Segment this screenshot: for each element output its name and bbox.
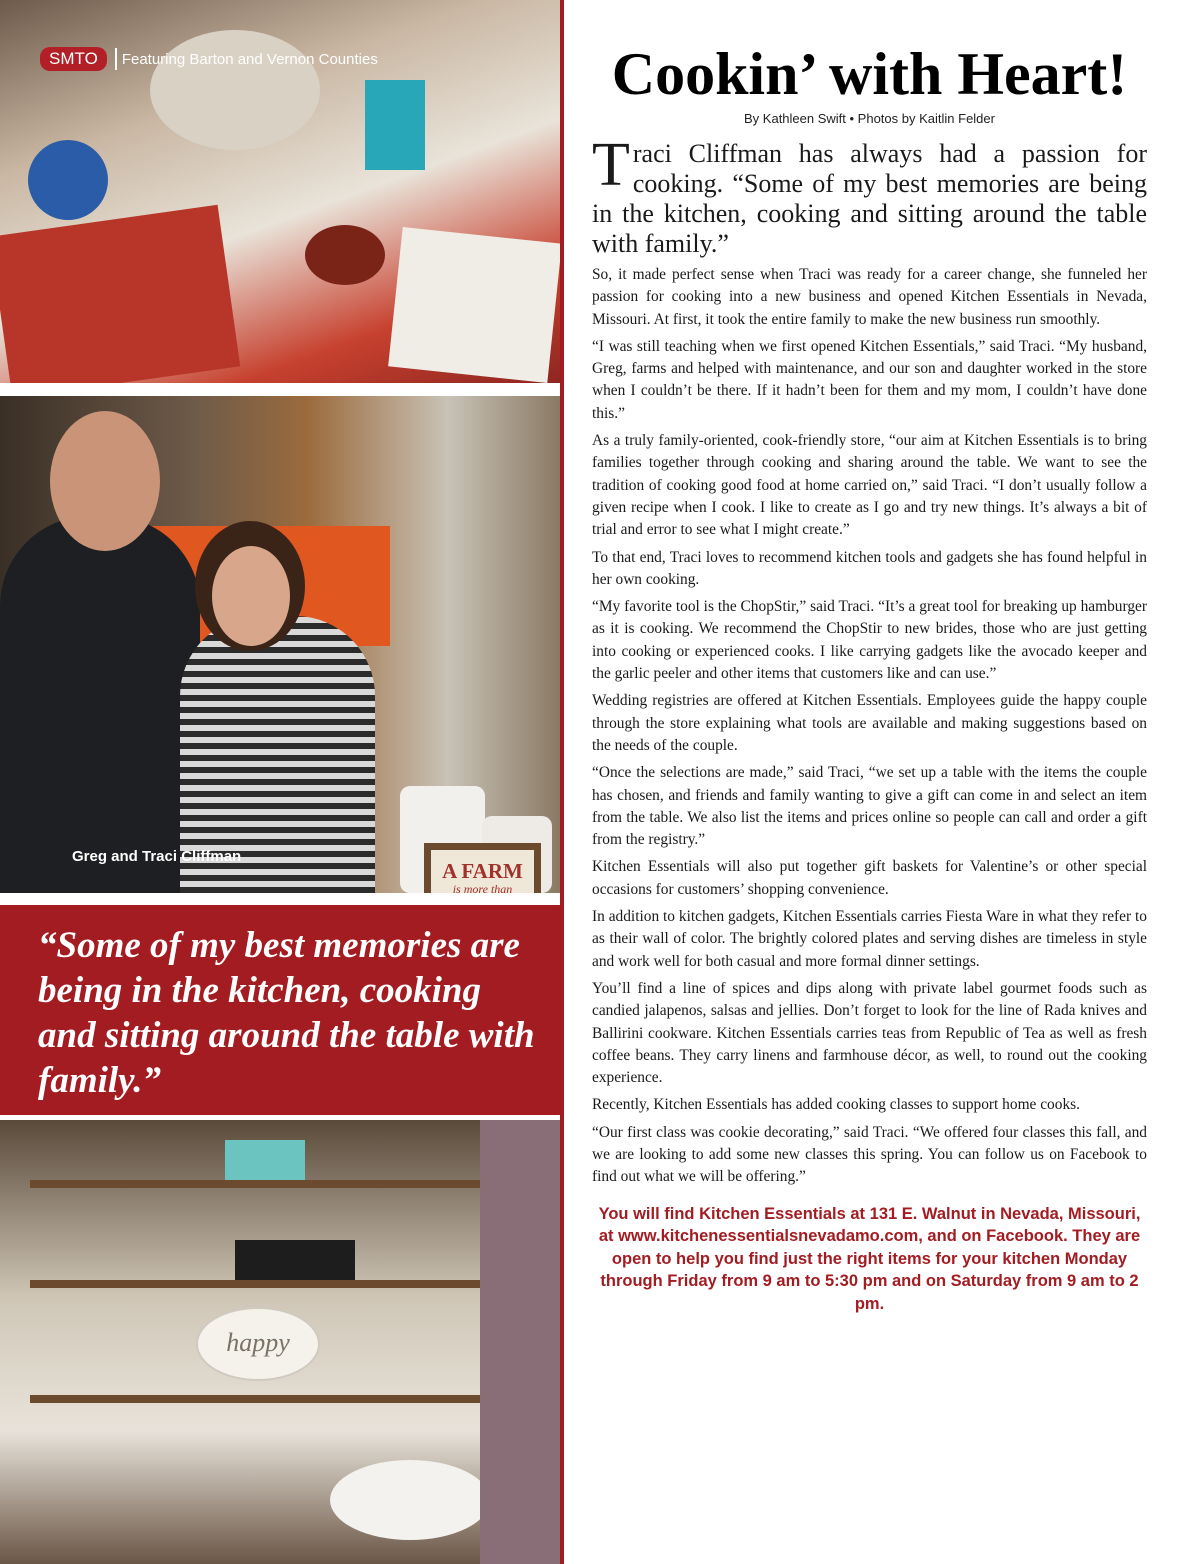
photo-greg-figure	[0, 516, 200, 893]
body-paragraph: Kitchen Essentials will also put together gift baskets for Valentine’s or other special occasions for customers’ shopping convenience.	[592, 858, 1147, 898]
photo-red-towel	[0, 205, 240, 383]
photo-shelf-1	[30, 1180, 530, 1188]
article	[592, 40, 1147, 1315]
photo-teal-dish	[225, 1140, 305, 1180]
photo-teal-bag	[365, 80, 425, 170]
farm-sign	[424, 843, 541, 893]
body-paragraph: In addition to kitchen gadgets, Kitchen Essentials carries Fiesta Ware in what they refer to as their wall of color. The brightly colored plates and serving dishes are timeless in style and work well for both casual and more formal dinner settings.	[592, 908, 1147, 970]
left-column	[0, 0, 560, 1564]
drop-cap: T	[592, 131, 630, 199]
body-paragraph: “My favorite tool is the ChopStir,” said Traci. “It’s a great tool for breaking up hamburger as it is cooking. We recommend the ChopStir to new brides, those who are just getting into cooking or experienced cooks. I like carrying gadgets like the avocado keeper and the garlic peeler and other items that customers like and can use.”	[592, 598, 1147, 683]
lead-text: raci Cliffman has always had a passion for cooking. “Some of my best memories are being in the kitchen, cooking and sitting around the table with family.”	[592, 139, 1147, 258]
photo-heart-towel	[388, 227, 560, 383]
owners-photo	[0, 396, 560, 893]
body-paragraph: To that end, Traci loves to recommend kitchen tools and gadgets she has found helpful in her own cooking.	[592, 548, 1147, 588]
photo-shelf-3	[30, 1395, 530, 1403]
article-title: Cookin’ with Heart!	[611, 41, 1128, 107]
body-paragraph: Wedding registries are offered at Kitchen Essentials. Employees guide the happy couple through the store explaining what tools are available and making suggestions based on the needs of the couple.	[592, 692, 1147, 754]
body-paragraph: As a truly family-oriented, cook-friendly store, “our aim at Kitchen Essentials is to bring families together through cooking and sharing around the table. We want to see the tradition of cooking good food at home carried on,” said Traci. “I don’t usually follow a given recipe when I cook. I like to create as I go and try new things. It’s always a bit of trial and error to see what I might create.”	[592, 432, 1147, 539]
photo-greg-head	[50, 411, 160, 551]
body-paragraph: “Our first class was cookie decorating,” said Traci. “We offered four classes this fall, and we are looking to add some new classes this spring. You can follow us on Facebook to find out what we will be offering.”	[592, 1123, 1147, 1186]
happy-tray: happy	[196, 1307, 320, 1381]
body-paragraph: Recently, Kitchen Essentials has added cooking classes to support home cooks.	[592, 1096, 1080, 1114]
photo-shelf-2	[30, 1280, 530, 1288]
body-paragraph: “Once the selections are made,” said Traci, “we set up a table with the items the couple has chosen, and friends and family wanting to give a gift can come in and select an item from the table. We also list the items and prices online so people can call and order a gift from the registry.”	[592, 764, 1147, 849]
body-paragraph: You’ll find a line of spices and dips along with private label gourmet foods such as candied jalapenos, salsas and jellies. Don’t forget to look for the line of Rada knives and Ballirini cookware. Kitchen Essentials carries teas from Republic of Tea as well as fresh coffee beans. They carry linens and farmhouse décor, as well, to round out the cooking experience.	[592, 979, 1147, 1087]
photo-red-pot	[305, 225, 385, 285]
closing-info: You will find Kitchen Essentials at 131 E. Walnut in Nevada, Missouri, at www.kitchenessentialsnevadamo.com, and on Facebook. They are open to help you find just the right items for your kitchen Monday through Friday from 9 am to 5:30 pm and on Saturday from 9 am to 2 pm.	[598, 1204, 1141, 1313]
sign-line-1: A FARM	[442, 859, 523, 883]
photo-door	[480, 1120, 560, 1564]
photo-blue-mug	[28, 140, 108, 220]
column-divider	[560, 0, 564, 1564]
body-paragraph: “I was still teaching when we first opened Kitchen Essentials,” said Traci. “My husband, Greg, farms and helped with maintenance, and our son and daughter worked in the store when I couldn’t be there. If it hadn’t been for them and my mom, I couldn’t have done this.”	[592, 337, 1147, 422]
photo-black-dishes	[235, 1240, 355, 1280]
lead-paragraph	[592, 131, 1147, 259]
pull-quote: “Some of my best memories are being in the kitchen, cooking and sitting around the table with family.”	[38, 925, 535, 1101]
photo-traci-face	[212, 546, 290, 646]
sign-line-2: is more than	[452, 882, 513, 893]
body-paragraph: So, it made perfect sense when Traci was ready for a career change, she funneled her passion for cooking into a new business and opened Kitchen Essentials in Nevada, Missouri. At first, it took the entire family to make the new business run smoothly.	[592, 266, 1147, 328]
article-body	[592, 264, 1147, 1189]
folio	[40, 47, 378, 71]
folio-text: Featuring Barton and Vernon Counties	[121, 50, 378, 68]
folio-tag: SMTO	[40, 47, 107, 71]
photo-white-bowl	[330, 1460, 490, 1540]
folio-divider	[115, 48, 117, 70]
shelves-photo	[0, 1120, 560, 1564]
byline: By Kathleen Swift • Photos by Kaitlin Felder	[744, 111, 995, 126]
pull-quote-box	[0, 905, 560, 1115]
photo-caption: Greg and Traci Cliffman	[72, 848, 242, 865]
